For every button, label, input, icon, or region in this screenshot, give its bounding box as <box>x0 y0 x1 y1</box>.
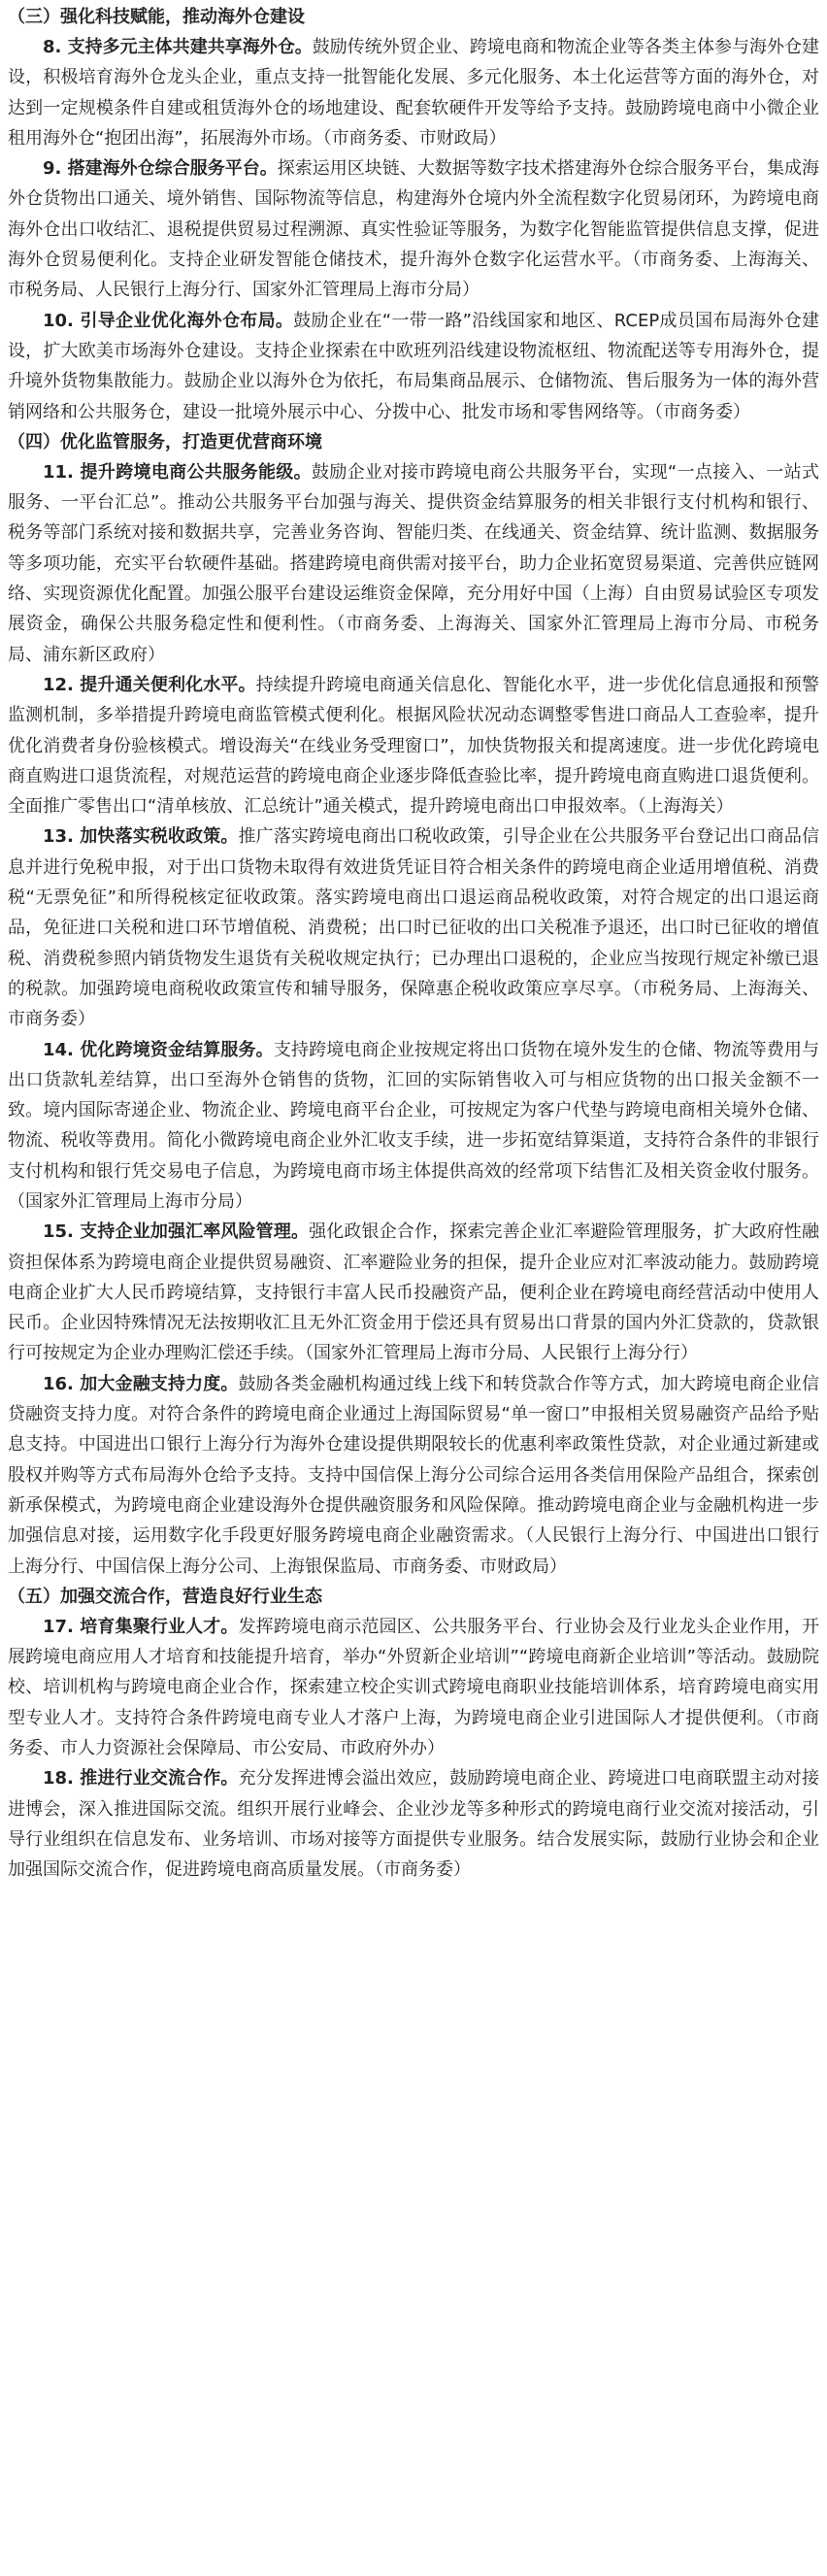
policy-item-17 <box>8 1612 819 1763</box>
section-title: （三）强化科技赋能，推动海外仓建设 <box>8 7 305 27</box>
item-departments: （市商务委、市人力资源社会保障局、市公安局、市政府外办） <box>8 1707 820 1759</box>
item-departments: （市税务局、上海海关、市商务委） <box>8 978 819 1030</box>
policy-item-12 <box>8 670 819 821</box>
policy-item-13 <box>8 821 819 1034</box>
item-departments: （市商务委） <box>375 1859 471 1881</box>
item-body: 支持跨境电商企业按规定将出口货物在境外发生的仓储、物流等费用与出口货款轧差结算，出口至海外仓销售的货物，汇回的实际销售收入可与相应货物的出口报关金额不一致。境内国际寄递企业、物流企业、跨境电商平台企业，可按规定为客户代垫与跨境电商相关境外仓储、物流、税收等费用。简化小微跨境电商企业外汇收支手续，进一步拓宽结算渠道，支持符合条件的非银行支付机构和银行凭交易电子信息，为跨境电商市场主体提供高效的经常项下结售汇及相关资金收付服务。 <box>8 1039 819 1182</box>
item-heading: 14. 优化跨境资金结算服务。 <box>43 1039 274 1060</box>
policy-item-10 <box>8 306 819 427</box>
item-departments: （国家外汇管理局上海市分局、人民银行上海分行） <box>305 1343 698 1364</box>
item-body: 鼓励企业在“一带一路”沿线国家和地区、RCEP成员国布局海外仓建设，扩大欧美市场海外仓建设。支持企业探索在中欧班列沿线建设物流枢纽、物流配送等专用海外仓，提升境外货物集散能力。鼓励企业以海外仓为依托，布局集商品展示、仓储物流、售后服务为一体的海外营销网络和公共服务仓，建设一批境外展示中心、分拨中心、批发市场和零售网络等。 <box>8 310 820 422</box>
item-departments: （上海海关） <box>637 796 734 818</box>
section-3 <box>8 2 819 427</box>
item-heading: 15. 支持企业加强汇率风险管理。 <box>43 1221 310 1243</box>
item-departments: （人民银行上海分行、中国进出口银行上海分行、中国信保上海分公司、上海银保监局、市商务委、市财政局） <box>8 1525 819 1577</box>
policy-item-8 <box>8 32 819 153</box>
item-heading: 18. 推进行业交流合作。 <box>43 1768 239 1790</box>
item-heading: 9. 搭建海外仓综合服务平台。 <box>43 158 278 180</box>
item-heading: 17. 培育集聚行业人才。 <box>43 1616 239 1637</box>
item-heading: 13. 加快落实税收政策。 <box>43 826 239 848</box>
item-heading: 11. 提升跨境电商公共服务能级。 <box>43 461 312 483</box>
item-body: 持续提升跨境电商通关信息化、智能化水平，进一步优化信息通报和预警监测机制，多举措提升跨境电商监管模式便利化。根据风险状况动态调整零售进口商品人工查验率，提升优化消费者身份验核模式。增设海关“在线业务受理窗口”，加快货物报关和提离速度。进一步优化跨境电商直购进口退货流程，对规范运营的跨境电商企业逐步降低查验比率，提升跨境电商直购进口退货便利。全面推广零售出口“清单核放、汇总统计”通关模式，提升跨境电商出口申报效率。 <box>8 674 819 818</box>
item-departments: （市商务委、市财政局） <box>322 127 507 149</box>
policy-item-9 <box>8 153 819 305</box>
item-body: 鼓励各类金融机构通过线上线下和转贷款合作等方式，加大跨境电商企业信贷融资支持力度。对符合条件的跨境电商企业通过上海国际贸易“单一窗口”申报相关贸易融资产品给予贴息支持。中国进出口银行上海分行为海外仓建设提供期限较长的优惠利率政策性贷款，对企业通过新建或股权并购等方式布局海外仓给予支持。支持中国信保上海分公司综合运用各类信用保险产品组合，探索创新承保模式，为跨境电商企业建设海外仓提供融资服务和风险保障。推动跨境电商企业与金融机构进一步加强信息对接，运用数字化手段更好服务跨境电商企业融资需求。 <box>8 1373 819 1547</box>
item-heading: 10. 引导企业优化海外仓布局。 <box>43 310 294 331</box>
item-departments: （市商务委、上海海关、国家外汇管理局上海市分局、市税务局、浦东新区政府） <box>8 614 820 665</box>
policy-item-11 <box>8 457 819 670</box>
item-heading: 12. 提升通关便利化水平。 <box>43 674 256 695</box>
item-body: 充分发挥进博会溢出效应，鼓励跨境电商企业、跨境进口电商联盟主动对接进博会，深入推进国际交流。组织开展行业峰会、企业沙龙等多种形式的跨境电商行业交流对接活动，引导行业组织在信息发布、业务培训、市场对接等方面提供专业服务。结合发展实际，鼓励行业协会和企业加强国际交流合作，促进跨境电商高质量发展。 <box>8 1768 819 1881</box>
section-title: （四）优化监管服务，打造更优营商环境 <box>8 431 322 452</box>
section-5 <box>8 1582 819 1886</box>
policy-item-16 <box>8 1369 819 1582</box>
item-body: 推广落实跨境电商出口税收政策，引导企业在公共服务平台登记出口商品信息并进行免税申报，对于出口货物未取得有效进货凭证目符合相关条件的跨境电商企业适用增值税、消费税“无票免征”和所得税核定征收政策。落实跨境电商出口退运商品税收政策，对符合规定的出口退运商品，免征进口关税和进口环节增值税、消费税；出口时已征收的出口关税准予退还，出口时已征收的增值税、消费税参照内销货物发生退货有关税收规定执行；已办理出口退税的，企业应当按现行规定补缴已退的税款。加强跨境电商税收政策宣传和辅导服务，保障惠企税收政策应享尽享。 <box>8 826 819 999</box>
item-heading: 16. 加大金融支持力度。 <box>43 1373 239 1394</box>
item-body: 强化政银企合作，探索完善企业汇率避险管理服务，扩大政府性融资担保体系为跨境电商企业提供贸易融资、汇率避险业务的担保，提升企业应对汇率波动能力。鼓励跨境电商企业扩大人民币跨境结算，支持银行丰富人民币投融资产品，便利企业在跨境电商经营活动中使用人民币。企业因特殊情况无法按期收汇且无外汇资金用于偿还具有贸易出口背景的国内外汇贷款的，贷款银行可按规定为企业办理购汇偿还手续。 <box>8 1221 820 1364</box>
policy-item-18 <box>8 1763 819 1885</box>
item-body: 鼓励企业对接市跨境电商公共服务平台，实现“一点接入、一站式服务、一平台汇总”。推动公共服务平台加强与海关、提供资金结算服务的相关非银行支付机构和银行、税务等部门系统对接和数据共享，完善业务咨询、智能归类、在线通关、资金结算、统计监测、数据服务等多项功能，充实平台软硬件基础。搭建跨境电商供需对接平台，助力企业拓宽贸易渠道、完善供应链网络、实现资源优化配置。加强公服平台建设运维资金保障，充分用好中国（上海）自由贸易试验区专项发展资金，确保公共服务稳定性和便利性。 <box>8 461 819 635</box>
item-departments: （市商务委、上海海关、市税务局、人民银行上海分行、国家外汇管理局上海市分局） <box>8 250 819 301</box>
item-heading: 8. 支持多元主体共建共享海外仓。 <box>43 37 313 57</box>
policy-item-14 <box>8 1035 819 1218</box>
item-body: 探索运用区块链、大数据等数字技术搭建海外仓综合服务平台，集成海外仓货物出口通关、境外销售、国际物流等信息，构建海外仓境内外全流程数字化贸易闭环，为跨境电商海外仓出口收结汇、退税提供贸易过程溯源、真实性验证等服务，为数字化智能监管提供信息支撑，促进海外仓贸易便利化。支持企业研发智能仓储技术，提升海外仓数字化运营水平。 <box>8 158 819 271</box>
section-title: （五）加强交流合作，营造良好行业生态 <box>8 1586 322 1607</box>
item-departments: （市商务委） <box>654 401 750 422</box>
policy-item-15 <box>8 1217 819 1368</box>
item-body: 发挥跨境电商示范园区、公共服务平台、行业协会及行业龙头企业作用，开展跨境电商应用人才培育和技能提升培育，举办“外贸新企业培训”“跨境电商新企业培训”等活动。鼓励院校、培训机构与跨境电商企业合作，探索建立校企实训式跨境电商职业技能培训体系，培育跨境电商实用型专业人才。支持符合条件跨境电商专业人才落户上海，为跨境电商企业引进国际人才提供便利。 <box>8 1616 819 1728</box>
item-body: 鼓励传统外贸企业、跨境电商和物流企业等各类主体参与海外仓建设，积极培育海外仓龙头企业，重点支持一批智能化发展、多元化服务、本土化运营等方面的海外仓，对达到一定规模条件自建或租赁海外仓的场地建设、配套软硬件开发等给予支持。鼓励跨境电商中小微企业租用海外仓“抱团出海”，拓展海外市场。 <box>8 37 819 149</box>
item-departments: （国家外汇管理局上海市分局） <box>8 1190 252 1212</box>
section-4 <box>8 427 819 1582</box>
